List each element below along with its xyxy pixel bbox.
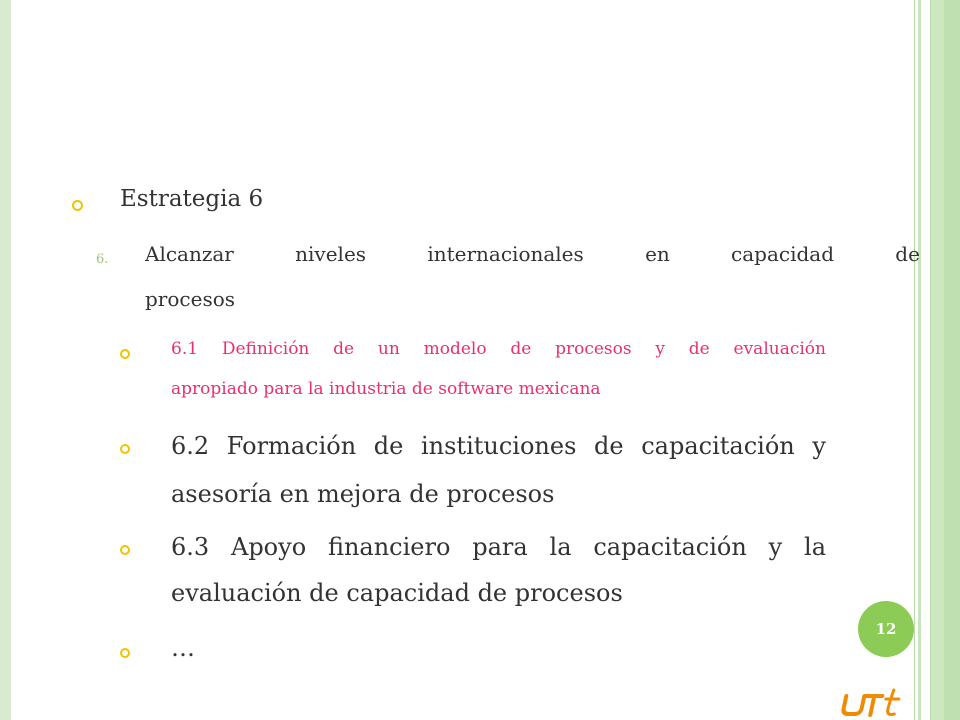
subitem-text-line (171, 432, 826, 460)
circle-bullet-icon (120, 648, 130, 658)
word: de (373, 432, 404, 460)
word: niveles (295, 242, 367, 266)
word: Definición (221, 339, 310, 359)
item-number: 6. (96, 252, 109, 267)
word: evaluación (733, 339, 826, 359)
word: capacitación (593, 533, 747, 561)
subitem-text-line: evaluación de capacidad de procesos (171, 579, 623, 607)
word: 6.2 (171, 432, 210, 460)
word: instituciones (420, 432, 577, 460)
word: financiero (327, 533, 451, 561)
word: de (895, 242, 920, 266)
circle-bullet-icon (120, 444, 130, 454)
subitem-text-line (171, 339, 826, 359)
word: la (549, 533, 572, 561)
word: la (804, 533, 826, 561)
word: Alcanzar (145, 242, 234, 266)
slide-heading: Estrategia 6 (120, 186, 264, 212)
item-text-line (145, 242, 920, 266)
circle-bullet-icon (72, 200, 83, 211)
word: y (655, 339, 665, 359)
word: un (377, 339, 400, 359)
word: capacitación (641, 432, 795, 460)
word: de (333, 339, 355, 359)
word: en (645, 242, 670, 266)
circle-bullet-icon (120, 545, 130, 555)
item-text-line: procesos (145, 287, 236, 311)
word: modelo (423, 339, 487, 359)
word: de (594, 432, 624, 460)
word: internacionales (427, 242, 584, 266)
subitem-text-line: asesoría en mejora de procesos (171, 480, 555, 508)
utt-logo-icon (838, 688, 906, 718)
word: de (510, 339, 532, 359)
circle-bullet-icon (120, 349, 130, 359)
subitem-text-line: … (171, 634, 195, 662)
word: y (812, 432, 826, 460)
word: de (688, 339, 710, 359)
word: para (472, 533, 528, 561)
word: 6.3 (171, 533, 210, 561)
page-number-badge: 12 (858, 601, 914, 657)
word: 6.1 (171, 339, 199, 359)
word: capacidad (731, 242, 835, 266)
word: y (768, 533, 783, 561)
subitem-text-line (171, 533, 826, 561)
word: Apoyo (230, 533, 307, 561)
subitem-text-line: apropiado para la industria de software mexicana (171, 379, 601, 399)
word: Formación (226, 432, 357, 460)
word: procesos (555, 339, 632, 359)
